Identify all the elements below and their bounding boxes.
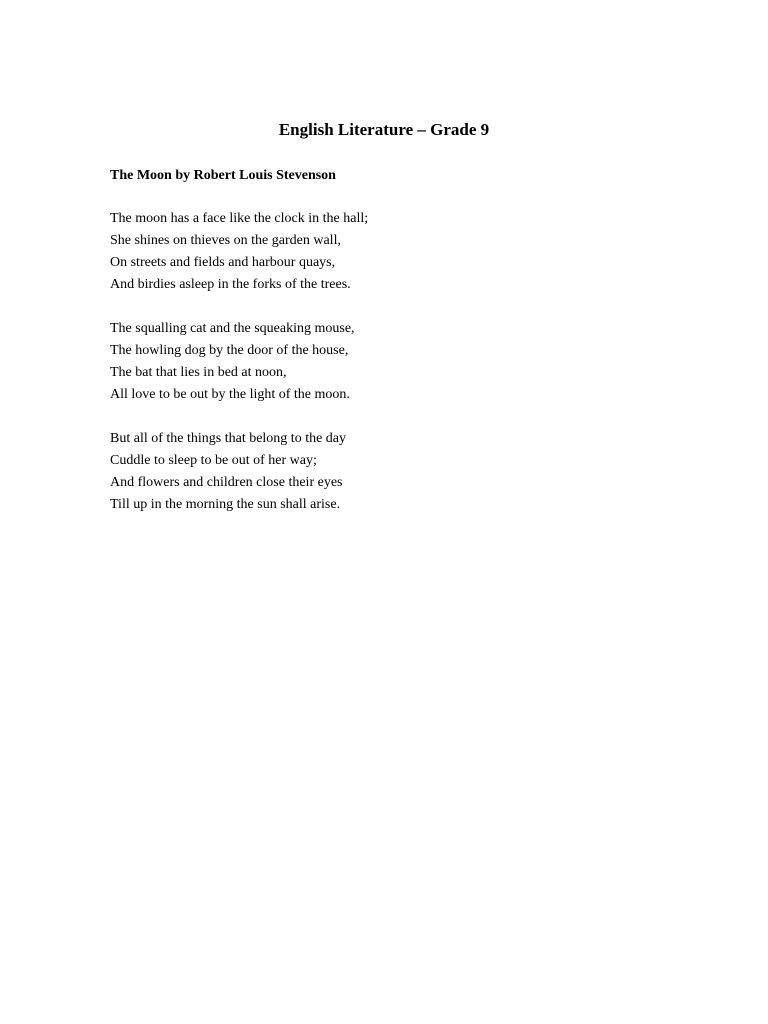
poem-line: The moon has a face like the clock in the hall; bbox=[110, 211, 369, 226]
poem-line: On streets and fields and harbour quays, bbox=[110, 255, 336, 270]
stanza-3 bbox=[110, 428, 346, 516]
poem-line: And birdies asleep in the forks of the trees. bbox=[110, 277, 351, 292]
stanza-2 bbox=[110, 318, 355, 406]
poem-line: The bat that lies in bed at noon, bbox=[110, 365, 287, 380]
poem-line: And flowers and children close their eyes bbox=[110, 475, 343, 490]
poem-line: The howling dog by the door of the house, bbox=[110, 343, 349, 358]
poem-line: The squalling cat and the squeaking mouse, bbox=[110, 321, 355, 336]
poem-line: Till up in the morning the sun shall arise. bbox=[110, 497, 341, 512]
poem-line: She shines on thieves on the garden wall, bbox=[110, 233, 341, 248]
poem-line: All love to be out by the light of the moon. bbox=[110, 387, 350, 402]
poem-heading: The Moon by Robert Louis Stevenson bbox=[110, 168, 336, 183]
poem-line: But all of the things that belong to the day bbox=[110, 431, 347, 446]
stanza-1 bbox=[110, 208, 368, 296]
poem-line: Cuddle to sleep to be out of her way; bbox=[110, 453, 317, 468]
page-title: English Literature – Grade 9 bbox=[278, 120, 490, 139]
